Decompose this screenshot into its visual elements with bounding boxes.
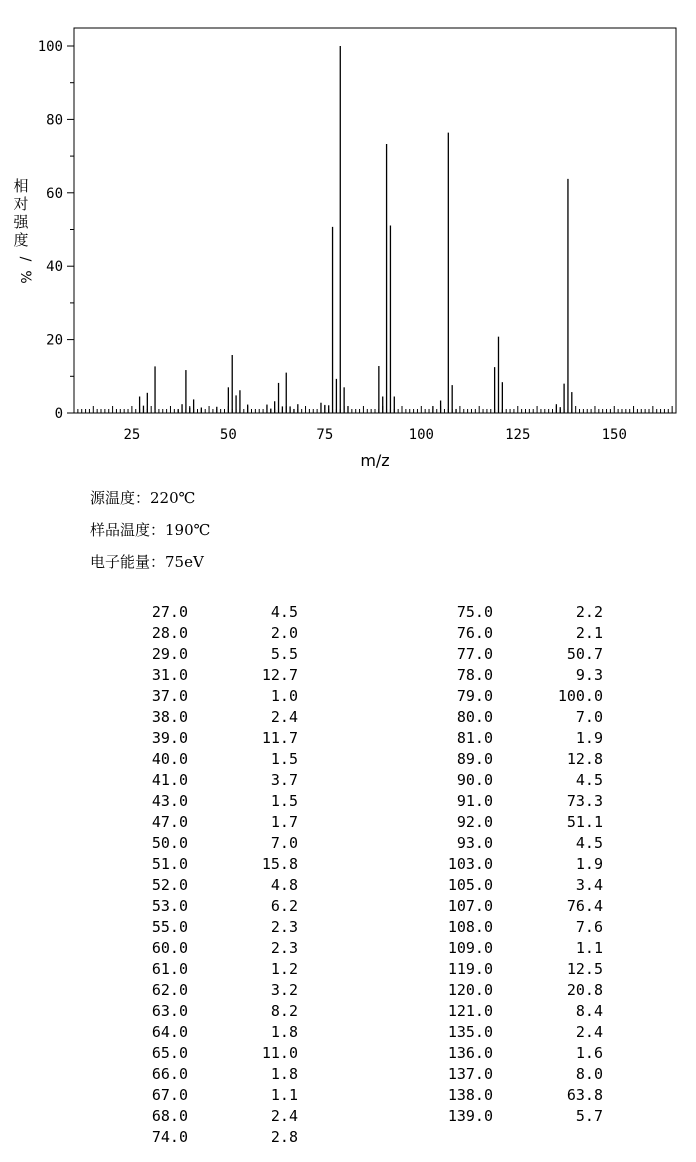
peak-abundance: 73.3: [566, 792, 603, 810]
peak-mz: 53.0: [151, 897, 188, 915]
peak-mz: 28.0: [151, 624, 188, 642]
peak-mz: 120.0: [447, 981, 493, 999]
x-tick-label: 100: [408, 427, 434, 443]
peak-abundance: 100.0: [557, 687, 603, 705]
peak-row: [136, 1022, 298, 1043]
peak-abundance: 1.8: [270, 1065, 298, 1083]
peak-row: [441, 686, 603, 707]
peak-abundance: 50.7: [566, 645, 603, 663]
peak-abundance: 1.8: [270, 1023, 298, 1041]
peak-mz: 65.0: [151, 1044, 188, 1062]
peak-mz: 66.0: [151, 1065, 188, 1083]
peak-mz: 92.0: [456, 813, 493, 831]
peak-mz: 103.0: [447, 855, 493, 873]
mass-spectrum-chart: [0, 0, 696, 480]
peak-mz: 62.0: [151, 981, 188, 999]
peak-row: [441, 665, 603, 686]
peak-abundance: 63.8: [566, 1086, 603, 1104]
peak-row: [136, 1127, 298, 1148]
peak-abundance: 3.2: [270, 981, 298, 999]
y-axis-label-char: 强: [13, 213, 29, 231]
y-axis-label: [13, 177, 33, 284]
y-tick-label: 80: [46, 112, 63, 129]
peak-abundance: 1.1: [270, 1086, 298, 1104]
peak-mz: 67.0: [151, 1086, 188, 1104]
peak-abundance: 4.5: [575, 834, 603, 852]
peak-mz: 93.0: [456, 834, 493, 852]
y-tick-label: 60: [46, 185, 63, 202]
electron-energy: 电子能量：75eV: [90, 553, 204, 571]
peak-table-right: [441, 602, 603, 1127]
peak-abundance: 12.7: [261, 666, 298, 684]
peak-abundance: 12.8: [566, 750, 603, 768]
peak-mz: 27.0: [151, 603, 188, 621]
peak-row: [136, 728, 298, 749]
peak-row: [136, 1085, 298, 1106]
peak-row: [136, 686, 298, 707]
peak-mz: 68.0: [151, 1107, 188, 1125]
peak-abundance: 2.0: [270, 624, 298, 642]
x-tick-label: 150: [601, 427, 627, 443]
peak-row: [136, 938, 298, 959]
peak-row: [441, 1106, 603, 1127]
peak-abundance: 12.5: [566, 960, 603, 978]
peak-row: [136, 707, 298, 728]
peak-mz: 60.0: [151, 939, 188, 957]
peak-mz: 40.0: [151, 750, 188, 768]
peak-mz: 91.0: [456, 792, 493, 810]
peak-row: [441, 707, 603, 728]
peak-mz: 75.0: [456, 603, 493, 621]
peak-row: [441, 812, 603, 833]
peak-row: [441, 791, 603, 812]
peak-row: [136, 602, 298, 623]
peak-row: [136, 959, 298, 980]
plot-frame: [74, 28, 676, 413]
peak-row: [441, 833, 603, 854]
peak-row: [136, 812, 298, 833]
y-axis-label-char: 度: [13, 231, 29, 249]
peak-abundance: 4.8: [270, 876, 298, 894]
peak-row: [441, 1085, 603, 1106]
peak-row: [136, 875, 298, 896]
peak-abundance: 5.5: [270, 645, 298, 663]
peak-row: [136, 623, 298, 644]
peak-abundance: 7.0: [575, 708, 603, 726]
x-axis: [78, 406, 672, 443]
peak-row: [441, 770, 603, 791]
peak-row: [441, 644, 603, 665]
x-tick-label: 25: [123, 427, 141, 443]
peak-row: [441, 917, 603, 938]
peak-mz: 63.0: [151, 1002, 188, 1020]
y-axis-label-char: 对: [13, 195, 29, 213]
peak-row: [441, 602, 603, 623]
peak-abundance: 11.0: [261, 1044, 298, 1062]
peak-abundance: 1.0: [270, 687, 298, 705]
peak-abundance: 1.7: [270, 813, 298, 831]
peak-abundance: 4.5: [270, 603, 298, 621]
x-axis-label: m/z: [360, 451, 390, 470]
peak-abundance: 2.8: [270, 1128, 298, 1146]
peak-abundance: 3.4: [575, 876, 603, 894]
peak-mz: 74.0: [151, 1128, 188, 1146]
peak-mz: 107.0: [447, 897, 493, 915]
peak-row: [136, 917, 298, 938]
peak-abundance: 1.2: [270, 960, 298, 978]
peak-row: [441, 875, 603, 896]
x-tick-label: 125: [505, 427, 531, 443]
peak-abundance: 2.1: [575, 624, 603, 642]
y-tick-label: 0: [54, 406, 63, 422]
peak-abundance: 76.4: [566, 897, 603, 915]
peak-abundance: 2.3: [270, 939, 298, 957]
peak-mz: 136.0: [447, 1044, 493, 1062]
peak-mz: 50.0: [151, 834, 188, 852]
peak-mz: 109.0: [447, 939, 493, 957]
peak-abundance: 2.4: [575, 1023, 603, 1041]
peak-mz: 55.0: [151, 918, 188, 936]
peak-abundance: 2.4: [270, 708, 298, 726]
peak-abundance: 9.3: [575, 666, 603, 684]
peak-row: [441, 728, 603, 749]
peak-mz: 78.0: [456, 666, 493, 684]
peak-mz: 137.0: [447, 1065, 493, 1083]
peak-abundance: 5.7: [575, 1107, 603, 1125]
y-axis: [38, 39, 74, 422]
peak-row: [441, 980, 603, 1001]
peak-mz: 41.0: [151, 771, 188, 789]
peak-row: [441, 1022, 603, 1043]
peak-row: [441, 749, 603, 770]
y-tick-label: 40: [46, 259, 63, 276]
peak-mz: 38.0: [151, 708, 188, 726]
peak-row: [136, 791, 298, 812]
peak-abundance: 2.2: [575, 603, 603, 621]
peak-abundance: 8.4: [575, 1002, 603, 1020]
peak-mz: 61.0: [151, 960, 188, 978]
y-axis-label-char: 相: [13, 177, 29, 195]
peak-mz: 43.0: [151, 792, 188, 810]
peak-row: [136, 749, 298, 770]
peak-abundance: 1.9: [575, 729, 603, 747]
y-axis-label-char: %: [17, 270, 33, 284]
peak-mz: 51.0: [151, 855, 188, 873]
peak-mz: 138.0: [447, 1086, 493, 1104]
peak-mz: 29.0: [151, 645, 188, 663]
x-tick-label: 50: [219, 427, 237, 443]
peak-mz: 119.0: [447, 960, 493, 978]
peak-abundance: 20.8: [566, 981, 603, 999]
peak-row: [136, 1043, 298, 1064]
peak-abundance: 15.8: [261, 855, 298, 873]
peak-row: [441, 1001, 603, 1022]
peak-abundance: 2.4: [270, 1107, 298, 1125]
peak-row: [136, 665, 298, 686]
peak-abundance: 1.5: [270, 792, 298, 810]
peak-row: [136, 644, 298, 665]
peak-abundance: 8.2: [270, 1002, 298, 1020]
y-axis-label-char: /: [17, 256, 33, 262]
peak-row: [136, 896, 298, 917]
peak-row: [441, 959, 603, 980]
peak-mz: 76.0: [456, 624, 493, 642]
peak-mz: 79.0: [456, 687, 493, 705]
peak-abundance: 7.6: [575, 918, 603, 936]
peak-mz: 105.0: [447, 876, 493, 894]
peak-row: [136, 1106, 298, 1127]
peak-row: [441, 1043, 603, 1064]
peak-mz: 121.0: [447, 1002, 493, 1020]
peak-abundance: 3.7: [270, 771, 298, 789]
peak-row: [136, 854, 298, 875]
peak-mz: 80.0: [456, 708, 493, 726]
peak-row: [136, 980, 298, 1001]
peak-mz: 81.0: [456, 729, 493, 747]
peak-abundance: 1.1: [575, 939, 603, 957]
peak-mz: 139.0: [447, 1107, 493, 1125]
peak-row: [441, 896, 603, 917]
peak-mz: 135.0: [447, 1023, 493, 1041]
peak-abundance: 7.0: [270, 834, 298, 852]
peak-row: [441, 938, 603, 959]
peak-row: [136, 833, 298, 854]
y-tick-label: 100: [37, 39, 63, 55]
source-temperature: 源温度：220℃: [90, 489, 196, 507]
peak-row: [136, 1001, 298, 1022]
sample-temperature: 样品温度：190℃: [90, 521, 211, 539]
peak-row: [441, 623, 603, 644]
peak-row: [441, 1064, 603, 1085]
peak-mz: 77.0: [456, 645, 493, 663]
spectrum-bars: [140, 46, 572, 413]
peak-row: [136, 770, 298, 791]
peak-row: [441, 854, 603, 875]
peak-abundance: 11.7: [261, 729, 298, 747]
peak-abundance: 2.3: [270, 918, 298, 936]
y-tick-label: 20: [46, 332, 63, 349]
x-tick-label: 75: [316, 427, 334, 443]
peak-mz: 47.0: [151, 813, 188, 831]
peak-abundance: 1.6: [575, 1044, 603, 1062]
peak-mz: 37.0: [151, 687, 188, 705]
peak-abundance: 1.5: [270, 750, 298, 768]
peak-mz: 52.0: [151, 876, 188, 894]
peak-table-left: [136, 602, 298, 1148]
peak-row: [136, 1064, 298, 1085]
peak-abundance: 8.0: [575, 1065, 603, 1083]
peak-abundance: 6.2: [270, 897, 298, 915]
peak-mz: 89.0: [456, 750, 493, 768]
peak-mz: 31.0: [151, 666, 188, 684]
peak-mz: 108.0: [447, 918, 493, 936]
peak-abundance: 51.1: [566, 813, 603, 831]
peak-abundance: 1.9: [575, 855, 603, 873]
peak-mz: 64.0: [151, 1023, 188, 1041]
peak-abundance: 4.5: [575, 771, 603, 789]
peak-mz: 90.0: [456, 771, 493, 789]
peak-mz: 39.0: [151, 729, 188, 747]
